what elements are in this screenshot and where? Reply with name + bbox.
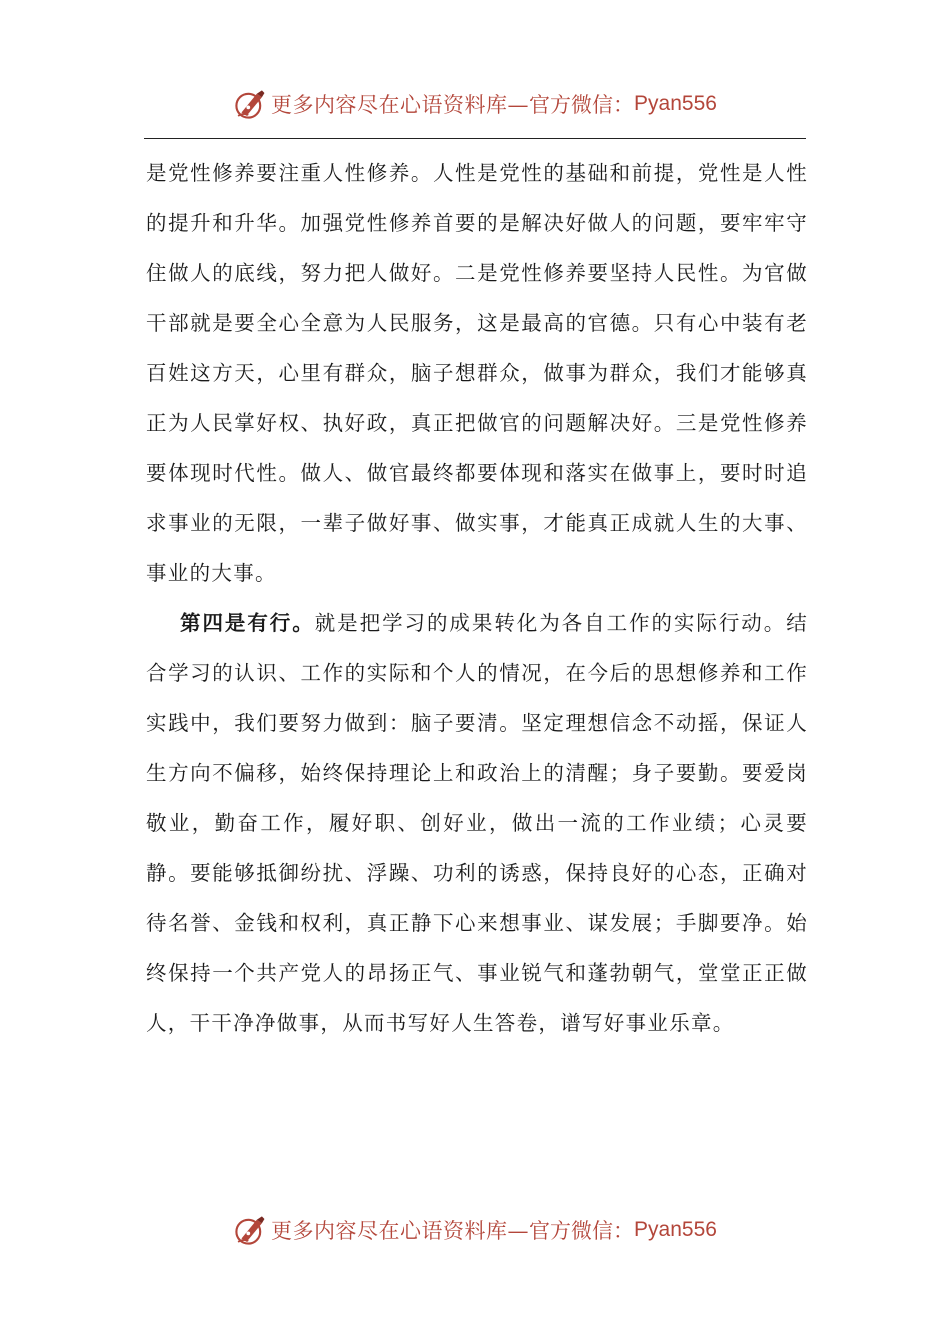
page-footer	[0, 1208, 950, 1252]
footer-brand-text: 更多内容尽在心语资料库—	[271, 1219, 530, 1243]
footer-wechat-label: 官方微信：	[529, 1219, 635, 1243]
header-brand-text: 更多内容尽在心语资料库—	[271, 93, 530, 117]
footer-brand	[233, 1213, 717, 1247]
paragraph-2-text: 就是把学习的成果转化为各自工作的实际行动。结合学习的认识、工作的实际和个人的情况，在今后的思想修养和工作实践中，我们要努力做到：脑子要清。坚定理想信念不动摇，保证人生方向不偏移，始终保持理论上和政治上的清醒；身子要勤。要爱岗敬业，勤奋工作，履好职、创好业，做出一流的工作业绩；心灵要静。要能够抵御纷扰、浮躁、功利的诱惑，保持良好的心态，正确对待名誉、金钱和权利，真正静下心来想事业、谋发展；手脚要净。始终保持一个共产党人的昂扬正气、事业锐气和蓬勃朝气，堂堂正正做人，干干净净做事，从而书写好人生答卷，谱写好事业乐章。	[146, 611, 808, 1035]
pen-nib-logo-icon	[233, 1213, 267, 1247]
header-brand	[233, 87, 717, 121]
paragraph-2-lead: 第四是有行。	[180, 611, 315, 635]
pen-nib-logo-icon	[233, 87, 267, 121]
header-divider	[144, 138, 806, 139]
page-header	[0, 82, 950, 126]
footer-wechat-id: Pyan556	[634, 1218, 717, 1241]
body-paragraph-1: 是党性修养要注重人性修养。人性是党性的基础和前提，党性是人性的提升和升华。加强党性修养首要的是解决好做人的问题，要牢牢守住做人的底线，努力把人做好。二是党性修养要坚持人民性。为官做干部就是要全心全意为人民服务，这是最高的官德。只有心中装有老百姓这方天，心里有群众，脑子想群众，做事为群众，我们才能够真正为人民掌好权、执好政，真正把做官的问题解决好。三是党性修养要体现时代性。做人、做官最终都要体现和落实在做事上，要时时追求事业的无限，一辈子做好事、做实事，才能真正成就人生的大事、事业的大事。	[146, 161, 808, 585]
header-wechat-id: Pyan556	[634, 92, 717, 115]
document-body	[146, 148, 808, 1048]
body-paragraph-2	[146, 598, 808, 1048]
header-wechat-label: 官方微信：	[529, 93, 635, 117]
